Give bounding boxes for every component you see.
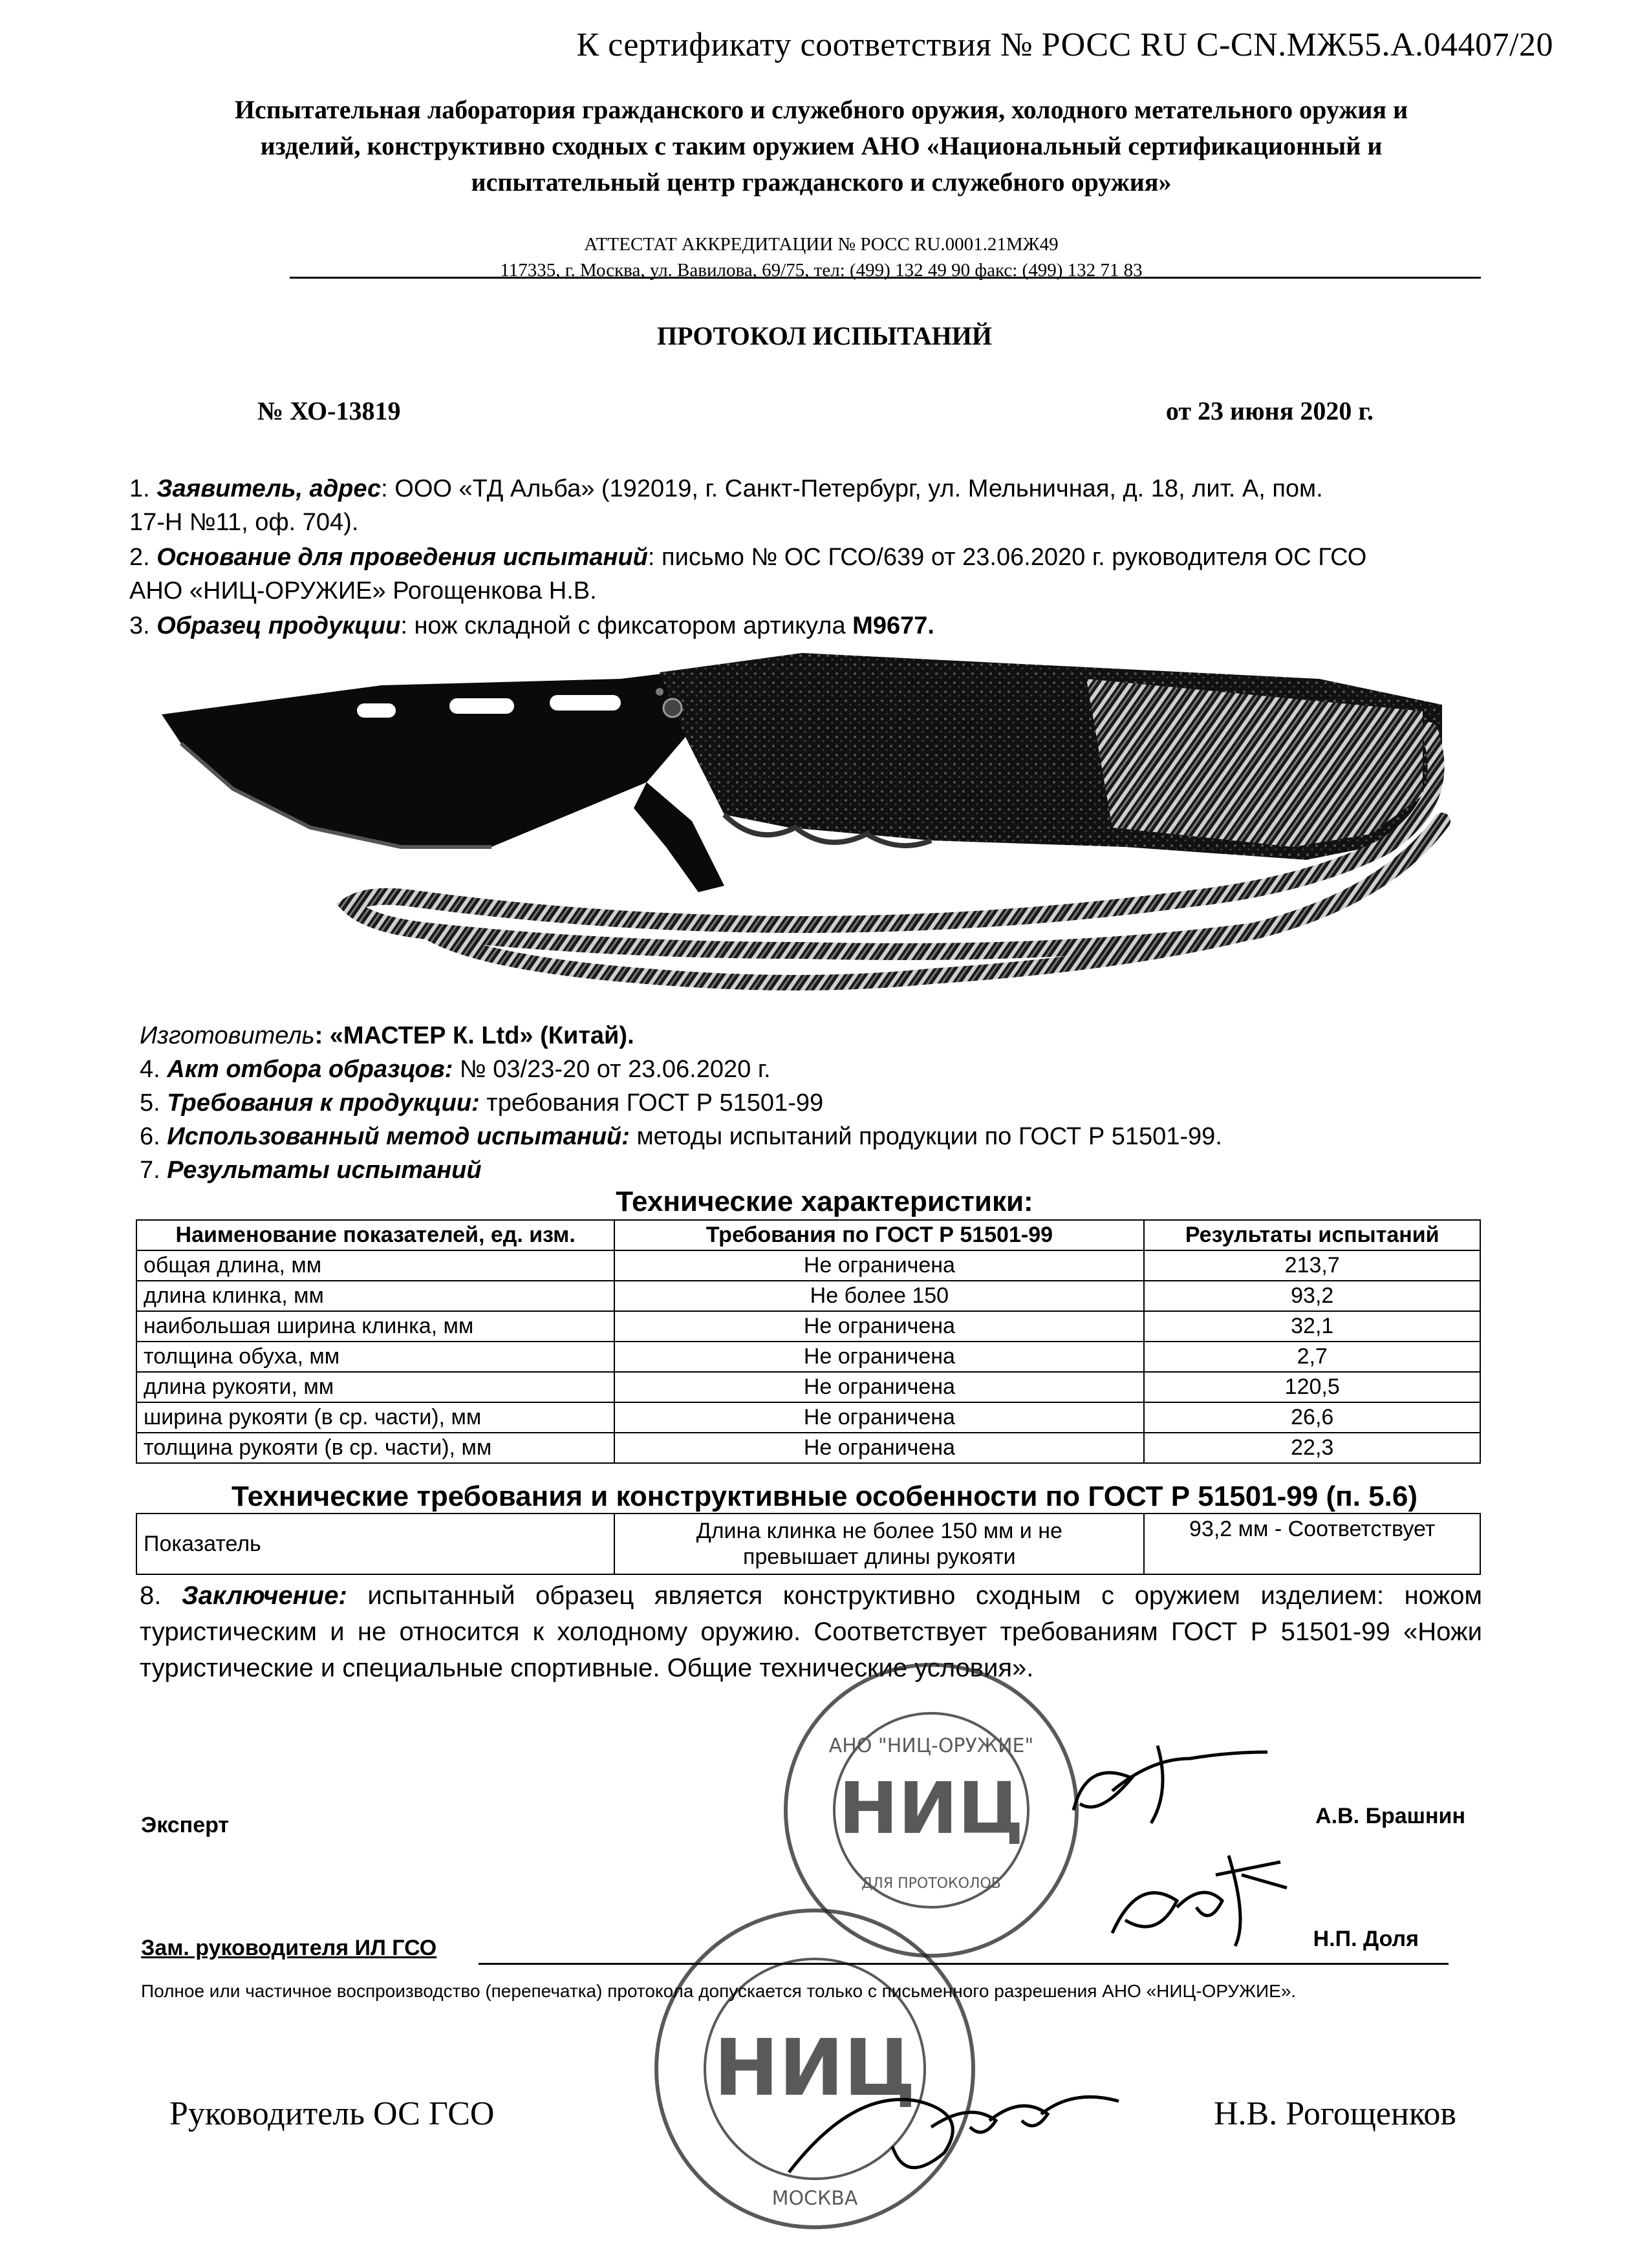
item-sampling-act: 4. Акт отбора образцов: № 03/23-20 от 23.06.2020 г. bbox=[140, 1056, 771, 1083]
laboratory-address: 117335, г. Москва, ул. Вавилова, 69/75, тел: (499) 132 49 90 факс: (499) 132 71 83 bbox=[500, 260, 1143, 281]
deputy-name: Н.П. Доля bbox=[1313, 1927, 1419, 1951]
specs-caption: Технические характеристики: bbox=[616, 1186, 1033, 1217]
sample-article: M9677. bbox=[852, 612, 934, 639]
protocol-number: № ХО-13819 bbox=[257, 396, 401, 425]
expert-name: А.В. Брашнин bbox=[1315, 1804, 1465, 1828]
applicant-text-cont: 17-Н №11, оф. 704). bbox=[129, 509, 359, 536]
item-requirements: 5. Требования к продукции: требования ГОСТ Р 51501-99 bbox=[140, 1089, 824, 1117]
table-row: толщина рукояти (в ср. части), мм Не ограничена 22,3 bbox=[136, 1433, 1480, 1463]
specs-header: Наименование показателей, ед. изм. bbox=[136, 1220, 614, 1250]
item-method: 6. Использованный метод испытаний: методы испытаний продукции по ГОСТ Р 51501-99. bbox=[140, 1123, 1222, 1150]
blade-hole bbox=[449, 698, 514, 714]
seal-bottom-ring: МОСКВА bbox=[771, 2187, 858, 2210]
table-row: ширина рукояти (в ср. части), мм Не ограничена 26,6 bbox=[136, 1402, 1480, 1433]
certificate-reference: К сертификату соответствия № РОСС RU C-CN.МЖ55.А.04407/20 bbox=[576, 27, 1553, 63]
conclusion: 8. Заключение: испытанный образец является конструктивно сходным с оружием изделием: ножом туристическим и не относится к холодному оружию. Соответствует требованиям ГОСТ Р 51501-99 «Ножи туристические и специальные спортивные. Общие технические условия». bbox=[140, 1581, 1482, 1682]
signature-deputy bbox=[1099, 1836, 1293, 1952]
laboratory-line-3: испытательный центр гражданского и служебного оружия» bbox=[471, 167, 1172, 197]
seal-top-inner: ДЛЯ ПРОТОКОЛОВ bbox=[861, 1876, 1001, 1892]
seal-top-ring: АНО "НИЦ-ОРУЖИЕ" bbox=[828, 1735, 1034, 1757]
pivot-screw bbox=[663, 699, 682, 717]
basis-text-cont: АНО «НИЦ-ОРУЖИЕ» Рогощенкова Н.В. bbox=[129, 577, 597, 604]
accreditation-number: АТТЕСТАТ АККРЕДИТАЦИИ № РОСС RU.0001.21МЖ49 bbox=[584, 234, 1059, 255]
seal-top-center: НИЦ bbox=[838, 1767, 1024, 1850]
seal-bottom-center: НИЦ bbox=[713, 2024, 916, 2113]
reproduction-note: Полное или частичное воспроизводство (перепечатка) протокола допускается только с письменного разрешения АНО «НИЦ-ОРУЖИЕ». bbox=[141, 1981, 1297, 2001]
laboratory-name bbox=[129, 92, 1513, 200]
req-requirement: Длина клинка не более 150 мм и не превышает длины рукояти bbox=[614, 1514, 1144, 1574]
req-result: 93,2 мм - Соответствует bbox=[1144, 1514, 1480, 1574]
sample-label: Образец продукции bbox=[156, 612, 401, 639]
table-row: длина клинка, мм Не более 150 93,2 bbox=[136, 1281, 1480, 1311]
signature-head bbox=[776, 2062, 1138, 2192]
req-indicator: Показатель bbox=[136, 1514, 614, 1574]
flipper bbox=[634, 782, 724, 892]
applicant-text: : ООО «ТД Альба» (192019, г. Санкт-Петербург, ул. Мельничная, д. 18, лит. А, пом. bbox=[381, 475, 1323, 502]
blade-hole bbox=[550, 695, 621, 711]
deputy-role: Зам. руководителя ИЛ ГСО bbox=[141, 1936, 437, 1960]
basis-label: Основание для проведения испытаний bbox=[156, 544, 648, 571]
specs-header: Результаты испытаний bbox=[1144, 1220, 1480, 1250]
manufacturer-label: Изготовитель bbox=[140, 1022, 315, 1049]
specs-table bbox=[136, 1219, 1481, 1464]
expert-role: Эксперт bbox=[141, 1813, 230, 1837]
item-basis: 2. Основание для проведения испытаний: письмо № ОС ГСО/639 от 23.06.2020 г. руководителя ОС ГСО АНО «НИЦ-ОРУЖИЕ» Рогощенкова Н.В. bbox=[129, 540, 1513, 608]
deputy-signature-line bbox=[479, 1963, 1449, 1965]
manufacturer-text: : «МАСТЕР К. Ltd» (Китай). bbox=[314, 1022, 634, 1049]
requirements-caption: Технические требования и конструктивные особенности по ГОСТ Р 51501-99 (п. 5.6) bbox=[232, 1481, 1417, 1512]
item-manufacturer bbox=[140, 1019, 1511, 1053]
sample-text: : нож складной с фиксатором артикула bbox=[400, 612, 846, 639]
requirements-table bbox=[136, 1513, 1481, 1575]
table-row: общая длина, мм Не ограничена 213,7 bbox=[136, 1250, 1480, 1281]
head-role: Руководитель ОС ГСО bbox=[169, 2095, 495, 2132]
laboratory-line-2: изделий, конструктивно сходных с таким оружием АНО «Национальный сертификационный и bbox=[260, 131, 1383, 160]
specs-header: Требования по ГОСТ Р 51501-99 bbox=[614, 1220, 1144, 1250]
protocol-date: от 23 июня 2020 г. bbox=[1165, 396, 1374, 425]
item-applicant: 1. Заявитель, адрес: ООО «ТД Альба» (192019, г. Санкт-Петербург, ул. Мельничная, д. 18, лит. А, пом. 17-Н №11, оф. 704). bbox=[129, 472, 1513, 539]
blade-hole bbox=[357, 703, 396, 718]
table-row: длина рукояти, мм Не ограничена 120,5 bbox=[136, 1372, 1480, 1402]
head-name: Н.В. Рогощенков bbox=[1213, 2095, 1456, 2132]
specs-header-row bbox=[136, 1220, 1480, 1250]
conclusion-label: Заключение: bbox=[181, 1581, 347, 1610]
laboratory-line-1: Испытательная лаборатория гражданского и служебного оружия, холодного метательного оружия и bbox=[234, 95, 1408, 124]
accreditation-block bbox=[129, 231, 1513, 283]
table-row: наибольшая ширина клинка, мм Не ограничена 32,1 bbox=[136, 1311, 1480, 1342]
knife-photo bbox=[155, 653, 1461, 1015]
thumb-stud bbox=[656, 688, 663, 696]
protocol-title: ПРОТОКОЛ ИСПЫТАНИЙ bbox=[657, 321, 992, 350]
item-sample: 3. Образец продукции: нож складной с фиксатором артикула M9677. bbox=[129, 612, 934, 639]
item-results: 7. Результаты испытаний bbox=[140, 1157, 482, 1184]
applicant-label: Заявитель, адрес bbox=[156, 475, 382, 502]
signature-expert bbox=[1061, 1733, 1280, 1836]
table-row bbox=[136, 1514, 1480, 1574]
table-row: толщина обуха, мм Не ограничена 2,7 bbox=[136, 1342, 1480, 1372]
header-divider bbox=[290, 277, 1481, 279]
basis-text: : письмо № ОС ГСО/639 от 23.06.2020 г. руководителя ОС ГСО bbox=[647, 544, 1367, 571]
